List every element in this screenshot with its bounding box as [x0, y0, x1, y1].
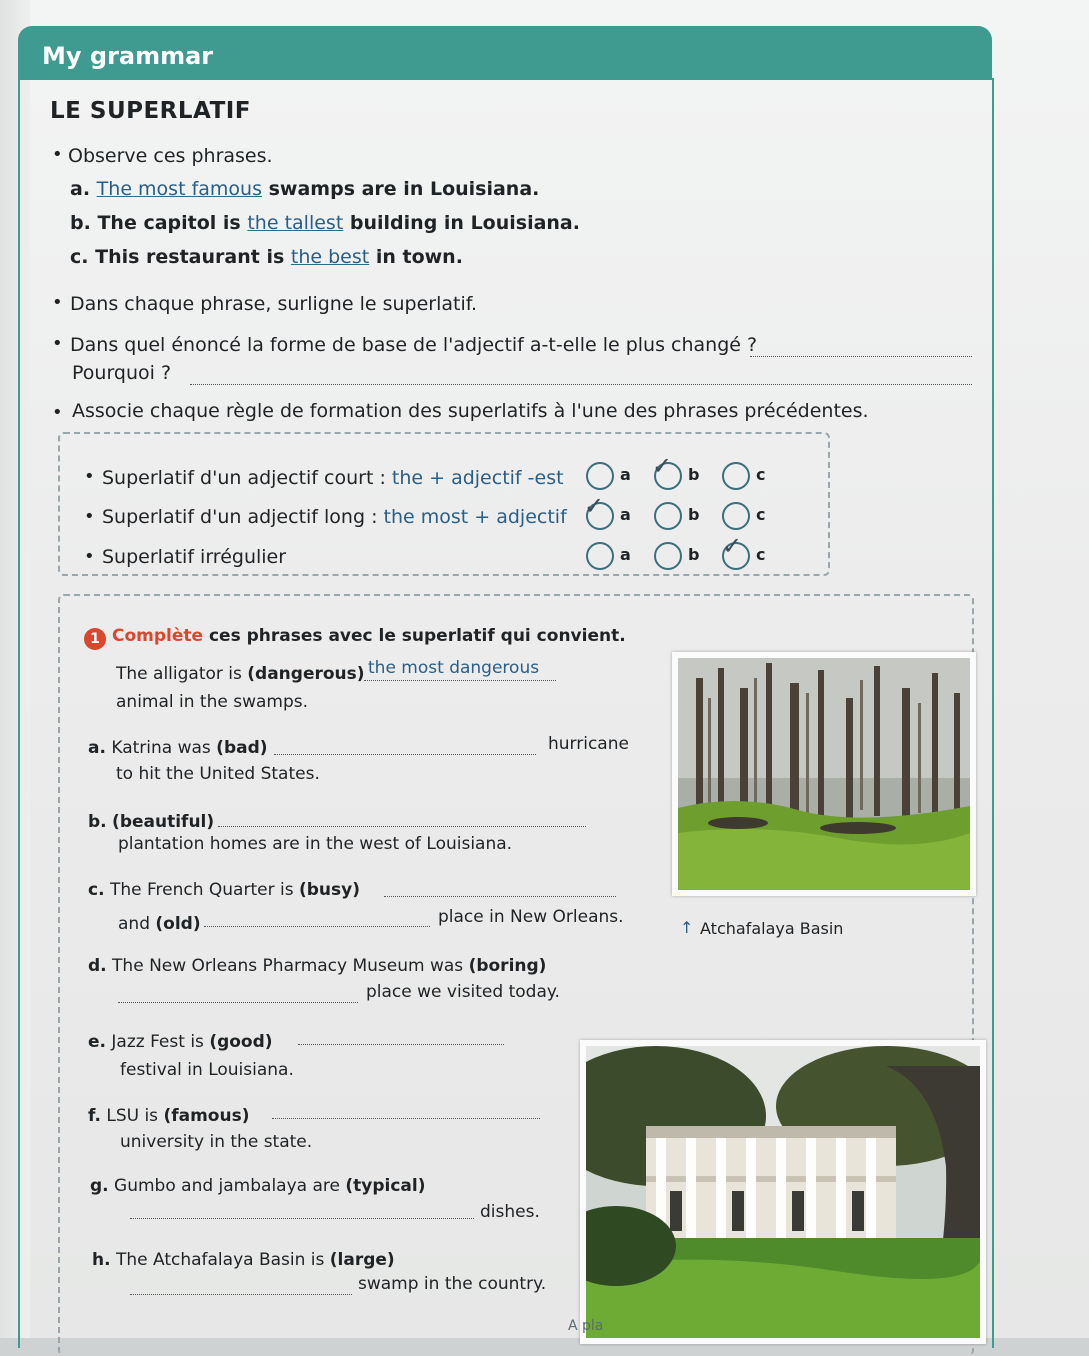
item-adjective: (busy)	[298, 880, 360, 900]
item-c-line2	[118, 914, 201, 934]
radio-rule1-a[interactable]	[586, 462, 614, 490]
swamp-photo	[672, 652, 976, 896]
radio-rule1-c[interactable]	[722, 462, 750, 490]
sentence-b-before: The capitol is	[97, 212, 241, 234]
check-mark-icon: ✓	[652, 452, 673, 480]
sentence-c-before: This restaurant is	[95, 246, 285, 268]
answer-line[interactable]	[750, 356, 972, 357]
sentence-c	[70, 246, 463, 268]
option-label: b	[688, 545, 700, 564]
rule-irregular: Superlatif irrégulier	[102, 546, 287, 568]
item-letter: b.	[88, 812, 107, 832]
item-start: Gumbo and jambalaya are	[114, 1176, 340, 1196]
bullet-icon: •	[84, 546, 95, 567]
example-adjective: (dangerous)	[247, 664, 365, 684]
sentence-a-rest: swamps are in Louisiana.	[268, 178, 540, 200]
item-letter: c.	[88, 880, 105, 900]
item-letter: h.	[92, 1250, 111, 1270]
item-adjective: (bad)	[216, 738, 268, 758]
option-label: c	[756, 505, 766, 524]
answer-input-f[interactable]	[272, 1118, 540, 1119]
answer-input-b[interactable]	[218, 826, 586, 827]
item-adjective: (typical)	[345, 1176, 426, 1196]
sentence-a-letter: a.	[70, 178, 91, 200]
item-line2: festival in Louisiana.	[120, 1060, 294, 1080]
answer-line	[364, 680, 556, 681]
item-c	[88, 880, 360, 900]
rule-long	[102, 506, 567, 528]
bullet-icon: •	[84, 506, 95, 527]
swamp-image	[678, 658, 970, 890]
answer-input-c2[interactable]	[204, 926, 430, 927]
item-f	[88, 1106, 249, 1126]
radio-rule3-b[interactable]	[654, 542, 682, 570]
header-bar	[18, 26, 992, 80]
check-mark-icon: ✓	[584, 492, 605, 520]
item-start: Katrina was	[111, 738, 211, 758]
sentence-a-superlative: The most famous	[96, 178, 262, 200]
example-answer: the most dangerous	[368, 658, 540, 678]
section-title: LE SUPERLATIF	[50, 98, 252, 124]
item-start: LSU is	[106, 1106, 159, 1126]
item-line2: place we visited today.	[366, 982, 560, 1002]
check-mark-icon: ✓	[722, 532, 743, 560]
example-line2: animal in the swamps.	[116, 692, 309, 712]
example-line	[116, 664, 365, 684]
item-line2: swamp in the country.	[358, 1274, 547, 1294]
sentence-b-superlative: the tallest	[247, 212, 344, 234]
swamp-arrow-icon: ↑	[680, 918, 694, 937]
option-label: a	[620, 545, 631, 564]
item-start: The New Orleans Pharmacy Museum was	[112, 956, 464, 976]
header-title: My grammar	[42, 42, 214, 70]
instruction-changed: Dans quel énoncé la forme de base de l'adjectif a-t-elle le plus changé ?	[70, 334, 758, 356]
exercise-verb: Complète	[112, 626, 204, 646]
item-start: The Atchafalaya Basin is	[115, 1250, 325, 1270]
sentence-b-letter: b.	[70, 212, 91, 234]
option-label: a	[620, 465, 631, 484]
exercise-instruction-text: ces phrases avec le superlatif qui convient.	[208, 626, 626, 646]
item-adjective: (famous)	[163, 1106, 250, 1126]
plantation-photo	[580, 1040, 986, 1344]
item-adjective: (boring)	[468, 956, 547, 976]
pourquoi-label: Pourquoi ?	[72, 362, 172, 384]
item-letter: f.	[88, 1106, 101, 1126]
plantation-image	[586, 1046, 980, 1338]
item-line2: university in the state.	[120, 1132, 313, 1152]
item-letter: d.	[88, 956, 107, 976]
item-e	[88, 1032, 273, 1052]
item-letter: a.	[88, 738, 106, 758]
sentence-a	[70, 178, 539, 200]
option-label: c	[756, 465, 766, 484]
item-line2: place in New Orleans.	[438, 907, 624, 927]
option-label: b	[688, 465, 700, 484]
answer-input-e[interactable]	[298, 1044, 504, 1045]
sentence-b	[70, 212, 580, 234]
observe-text: Observe ces phrases.	[68, 145, 273, 167]
item-adjective: (beautiful)	[112, 812, 215, 832]
sentence-b-rest: building in Louisiana.	[349, 212, 580, 234]
rule-long-label: Superlatif d'un adjectif long :	[102, 506, 378, 528]
radio-rule2-c[interactable]	[722, 502, 750, 530]
example-start: The alligator is	[116, 664, 242, 684]
rule-long-formula: the most + adjectif	[383, 506, 567, 528]
item-line2: to hit the United States.	[116, 764, 320, 784]
answer-input-g[interactable]	[130, 1218, 474, 1219]
answer-line[interactable]	[190, 384, 972, 385]
rule-short-formula: the + adjectif -est	[391, 467, 564, 489]
answer-input-c1[interactable]	[384, 896, 616, 897]
sentence-c-rest: in town.	[375, 246, 463, 268]
bullet-icon: •	[52, 292, 63, 313]
instruction-highlight: Dans chaque phrase, surligne le superlatif.	[70, 293, 478, 315]
radio-rule3-a[interactable]	[586, 542, 614, 570]
sentence-c-letter: c.	[70, 246, 89, 268]
plantation-caption: A pla	[568, 1318, 604, 1334]
instruction-associate: Associe chaque règle de formation des superlatifs à l'une des phrases précédentes.	[72, 400, 869, 422]
bullet-icon: •	[52, 402, 63, 423]
exercise-instruction	[112, 626, 626, 646]
bullet-icon: •	[52, 144, 63, 165]
item-start: The French Quarter is	[109, 880, 294, 900]
exercise-number: 1	[84, 628, 106, 650]
item-h	[92, 1250, 395, 1270]
item-line2: plantation homes are in the west of Louisiana.	[118, 834, 513, 854]
radio-rule2-b[interactable]	[654, 502, 682, 530]
item-adjective: (good)	[209, 1032, 273, 1052]
rule-short-label: Superlatif d'un adjectif court :	[102, 467, 386, 489]
item-g	[90, 1176, 426, 1196]
option-label: c	[756, 545, 766, 564]
sentence-c-superlative: the best	[290, 246, 370, 268]
item-start: Jazz Fest is	[111, 1032, 204, 1052]
answer-input-h[interactable]	[130, 1294, 352, 1295]
item-a	[88, 738, 268, 758]
item-d	[88, 956, 546, 976]
item-letter: e.	[88, 1032, 106, 1052]
swamp-caption: Atchafalaya Basin	[700, 919, 844, 938]
item-line2a: and	[118, 914, 150, 934]
item-letter: g.	[90, 1176, 109, 1196]
option-label: b	[688, 505, 700, 524]
item-line2: dishes.	[480, 1202, 540, 1222]
answer-input-a[interactable]	[274, 754, 536, 755]
item-adjective-2: (old)	[155, 914, 201, 934]
answer-input-d[interactable]	[118, 1002, 358, 1003]
bullet-icon: •	[52, 333, 63, 354]
item-after: hurricane	[548, 734, 629, 754]
rule-short	[102, 467, 564, 489]
bullet-icon: •	[84, 466, 95, 487]
item-b	[88, 812, 214, 832]
option-label: a	[620, 505, 631, 524]
item-adjective: (large)	[329, 1250, 395, 1270]
